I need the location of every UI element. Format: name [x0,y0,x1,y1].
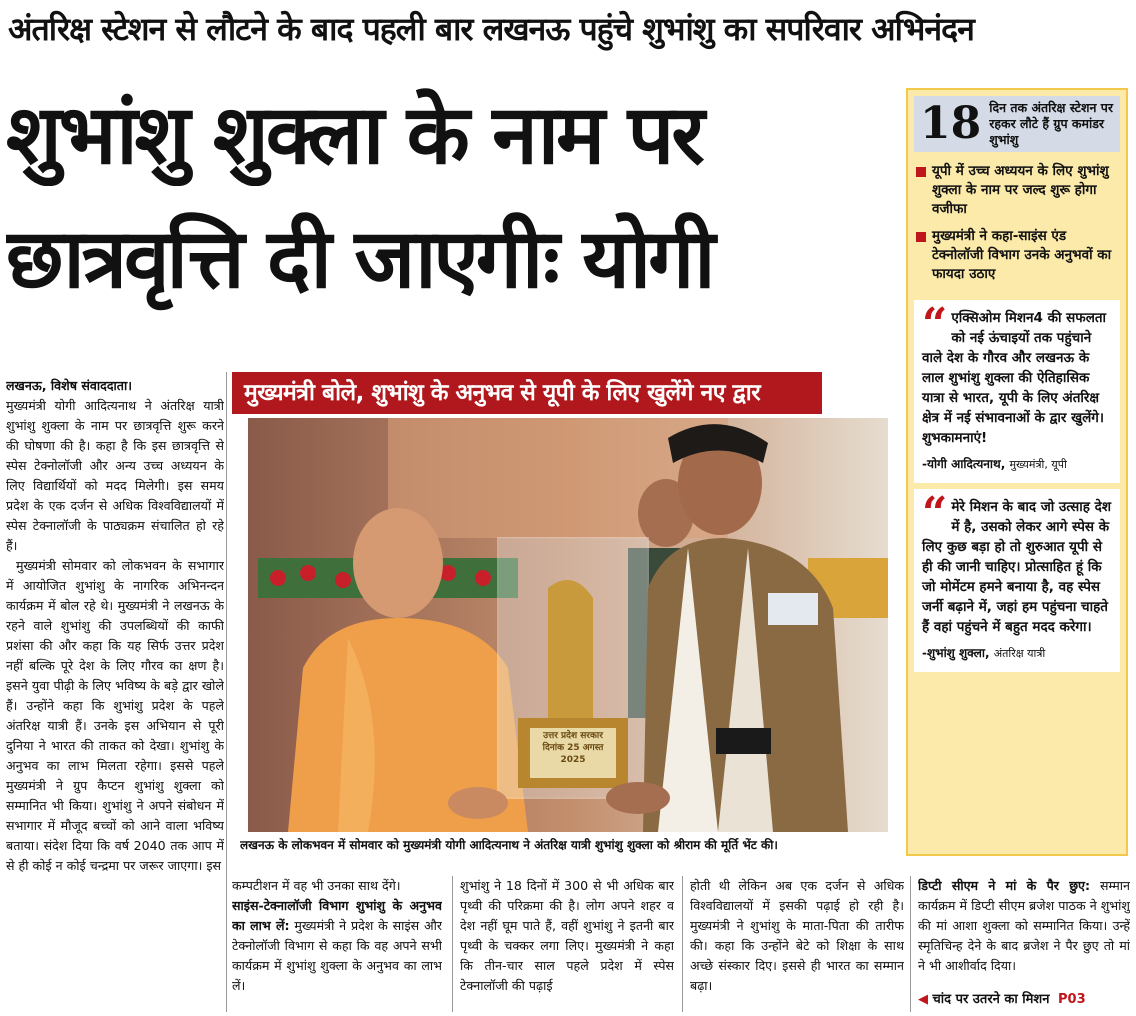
article-column-3 [460,876,674,1012]
stat-text: दिन तक अंतरिक्ष स्टेशन पर रहकर लौटे हैं ग्रुप कमांडर शुभांशु [989,100,1113,147]
triangle-arrow-icon: ◀ [918,992,928,1007]
kicker-headline: अंतरिक्ष स्टेशन से लौटने के बाद पहली बार लखनऊ पहुंचे शुभांशु का सपरिवार अभिनंदन [8,10,974,48]
column-divider [226,372,227,1012]
plaque-line-2: दिनांक 25 अगस्त 2025 [542,743,604,765]
paragraph: कम्पटीशन में वह भी उनका साथ देंगे। [232,878,401,893]
paragraph: सम्मान कार्यक्रम में डिप्टी सीएम ब्रजेश पाठक ने शुभांशु की मां आशा शुक्ला को सम्मानित किया। उन्हें स्मृतिचिन्ह देने के बाद ब्रजेश ने पैर छुए तो मां ने भी आशीर्वाद दिया। [918,878,1130,973]
quote-author-role: अंतरिक्ष यात्री [993,647,1046,660]
quote-text: मेरे मिशन के बाद जो उत्साह देश में है, उसको लेकर आगे स्पेस के लिए कुछ बड़ा हो तो शुरुआत यूपी से ही की जानी चाहिए। प्रोत्साहित हूं कि जो मोमेंटम हमने बनाया है, वह स्पेस जर्नी बढ़ाने में, जहां हम पहुंचना चाहते हैं वहां पहुंचने में बहुत मदद करेगा। [922,499,1112,635]
quote-text: एक्सिओम मिशन4 की सफलता को नई ऊंचाइयों तक पहुंचाने वाले देश के गौरव और लखनऊ के लाल शुभांशु शुक्ला की ऐतिहासिक यात्रा से भारत, यूपी के लिए अंतरिक्ष क्षेत्र में नई संभावनाओं के द्वार खुलेंगे। शुभकामनाएं! [922,310,1107,446]
red-banner-subheadline: मुख्यमंत्री बोले, शुभांशु के अनुभव से यूपी के लिए खुलेंगे नए द्वार [232,372,822,414]
stat-box [914,96,1120,152]
paragraph: मुख्यमंत्री ने प्रदेश के साइंस और टेक्नोलॉजी विभाग से कहा कि वह अपने सभी कार्यक्रम में शुभांशु शुक्ला के अनुभव का लाभ लें। [232,918,442,993]
paragraph: होती थी लेकिन अब एक दर्जन से अधिक विश्वविद्यालयों में इसकी पढ़ाई हो रही है। मुख्यमंत्री ने शुभांशु के माता-पिता की तारीफ की। कहा कि उन्होंने बेटे को शिक्षा के साथ अच्छे संस्कार दिए। इससे ही भारत का सम्मान बढ़ा। [690,878,904,993]
highlight-text: मुख्यमंत्री ने कहा-साइंस एंड टेक्नोलॉजी विभाग उनके अनुभवों का फायदा उठाए [932,228,1112,282]
subhead: साइंस-टेक्नालॉजी विभाग शुभांशु के अनुभव का लाभ लें: [232,898,442,933]
article-column-5 [918,876,1130,988]
stat-number: 18 [920,98,982,149]
continued-text: चांद पर उतरने का मिशन [932,992,1050,1007]
trophy-plaque [530,730,616,766]
event-photo [248,418,888,832]
continued-on-link[interactable] [918,990,1130,1010]
bullet-square-icon [916,232,926,242]
quote-author-name: -योगी आदित्यनाथ, [922,457,1006,471]
column-divider [910,876,911,1012]
column-divider [452,876,453,1012]
photo-caption: लखनऊ के लोकभवन में सोमवार को मुख्यमंत्री योगी आदित्यनाथ ने अंतरिक्ष यात्री शुभांशु शुक्ला को श्रीराम की मूर्ति भेंट की। [240,838,778,852]
highlight-item [914,227,1120,284]
column-divider [682,876,683,1012]
paragraph: मुख्यमंत्री सोमवार को लोकभवन के सभागार में आयोजित शुभांशु के नागरिक अभिनन्दन कार्यक्रम में बोल रहे थे। मुख्यमंत्री ने लखनऊ के रहने वाले शुभांशु की उपलब्धियों की काफी प्रशंसा की और कहा कि यह सिर्फ उत्तर प्रदेश नहीं बल्कि पूरे देश के लिए गौरव का क्षण है। इसने युवा पीढ़ी के लिए भविष्य के बड़े द्वार खोले हैं। उन्होंने कहा कि शुभांशु प्रदेश के पहले अंतरिक्ष यात्री हैं। उनके इस अभियान से पूरी दुनिया ने भारत की ताकत को देखा। शुभांशु के अनुभव का लाभ मिलता रहेगा। इससे पहले मुख्यमंत्री ने ग्रुप कैप्टन शुभांशु शुक्ला को सम्मानित भी किया। शुभांशु ने अपने संबोधन में सभागार में मौजूद बच्चों को आने वाला भविष्य बताया। संदेश दिया कि वर्ष 2040 तक आप में से ही कोई न कोई चन्द्रमा पर जरूर जाएगा। इस [6,558,224,873]
sidebar-box [906,88,1128,856]
paragraph: शुभांशु ने 18 दिनों में 300 से भी अधिक बार पृथ्वी की परिक्रमा की है। लोग अपने शहर व देश नहीं घूम पाते हैं, वहीं शुभांशु ने इतनी बार पृथ्वी के चक्कर लगा लिए। मुख्यमंत्री ने कहा कि तीन-चार साल पहले प्रदेश में स्पेस टेक्नालॉजी की पढ़ाई [460,878,674,993]
photo-illustration [248,418,888,832]
highlight-item [914,162,1120,219]
article-column-2 [232,876,442,1012]
quote-author-role: मुख्यमंत्री, यूपी [1009,458,1067,471]
quote-mark-icon: “ [922,299,948,350]
dateline: लखनऊ, विशेष संवाददाता। [6,378,133,393]
highlights-list [914,162,1120,284]
article-column-4 [690,876,904,1012]
headline-line-2: छात्रवृत्ति दी जाएगीः योगी [6,212,713,307]
bullet-square-icon [916,167,926,177]
quote-mark-icon: “ [922,488,948,539]
plaque-line-1: उत्तर प्रदेश सरकार [543,731,603,741]
quote-author-name: -शुभांशु शुक्ला, [922,646,990,660]
article-column-1 [6,376,224,1012]
headline-line-1: शुभांशु शुक्ला के नाम पर [6,88,702,183]
quote-author [922,643,1112,664]
quote-yogi [914,300,1120,483]
subhead: डिप्टी सीएम ने मां के पैर छुए: [918,878,1091,893]
quote-author [922,454,1112,475]
quote-shubhanshu [914,489,1120,672]
highlight-text: यूपी में उच्च अध्ययन के लिए शुभांशु शुक्ला के नाम पर जल्द शुरू होगा वजीफा [932,163,1109,217]
continued-page: P03 [1058,992,1086,1007]
paragraph: मुख्यमंत्री योगी आदित्यनाथ ने अंतरिक्ष यात्री शुभांशु शुक्ला के नाम पर छात्रवृत्ति शुरू करने की घोषणा की है। कहा है कि इस छात्रवृत्ति से स्पेस टेक्नोलॉजी और अन्य उच्च अध्ययन के लिए विद्यार्थियों को मदद मिलेगी। इस समय प्रदेश के एक दर्जन से अधिक विश्वविद्यालयों में स्पेस टेक्नालॉजी के पाठ्यक्रम संचालित हो रहे हैं। [6,398,224,553]
